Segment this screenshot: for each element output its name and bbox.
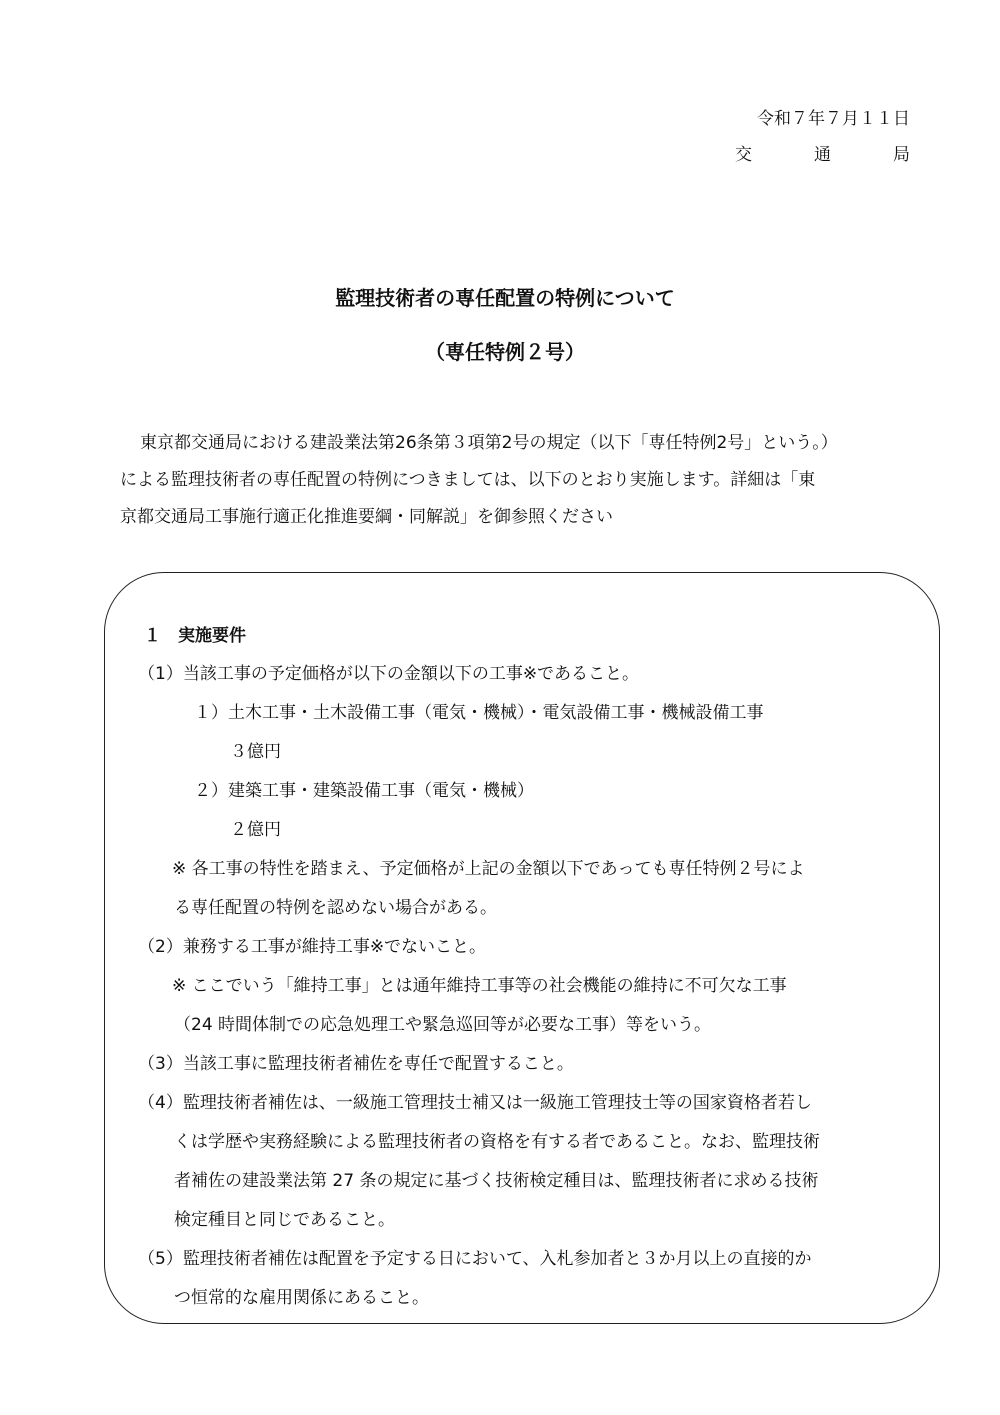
requirement-item-4-cont: 検定種目と同じであること。 (174, 1210, 395, 1230)
requirement-sub-1-amount: ３億円 (230, 742, 281, 762)
requirement-note-2-cont: （24 時間体制での応急処理工や緊急巡回等が必要な工事）等をいう。 (174, 1015, 712, 1035)
section-heading: １ 実施要件 (144, 626, 246, 646)
requirement-sub-2-amount: ２億円 (230, 820, 281, 840)
requirements-content (104, 619, 940, 1318)
requirement-item-1: （1）当該工事の予定価格が以下の金額以下の工事※であること。 (138, 664, 640, 684)
requirement-note-1-cont: る専任配置の特例を認めない場合がある。 (174, 898, 497, 918)
intro-line: 東京都交通局における建設業法第26条第３項第2号の規定（以下「専任特例2号」という。） (140, 433, 838, 453)
issuer-char: 通 (814, 145, 831, 165)
requirement-item-5-cont: つ恒常的な雇用関係にあること。 (174, 1288, 429, 1308)
issuer-char: 交 (735, 145, 752, 165)
requirement-note-2: ※ ここでいう「維持工事」とは通年維持工事等の社会機能の維持に不可欠な工事 (172, 976, 787, 996)
intro-line: による監理技術者の専任配置の特例につきましては、以下のとおり実施します。詳細は「東 (120, 470, 816, 490)
requirement-item-4-cont: 者補佐の建設業法第 27 条の規定に基づく技術検定種目は、監理技術者に求める技術 (174, 1171, 819, 1191)
requirement-note-1: ※ 各工事の特性を踏まえ、予定価格が上記の金額以下であっても専任特例２号によ (172, 859, 805, 879)
requirement-item-3: （3）当該工事に監理技術者補佐を専任で配置すること。 (138, 1054, 574, 1074)
document-subtitle: （専任特例２号） (425, 340, 585, 364)
issuer (735, 140, 910, 170)
requirement-sub-1: １）土木工事・土木設備工事（電気・機械）・電気設備工事・機械設備工事 (194, 703, 764, 723)
issuer-char: 局 (893, 145, 910, 165)
document-title: 監理技術者の専任配置の特例について (335, 286, 675, 310)
intro-line: 京都交通局工事施行適正化推進要綱・同解説」を御参照ください (120, 507, 613, 527)
intro-paragraph (120, 425, 915, 536)
requirement-item-4-cont: くは学歴や実務経験による監理技術者の資格を有する者であること。なお、監理技術 (174, 1132, 820, 1152)
issue-date: 令和７年７月１１日 (757, 109, 910, 129)
requirement-item-2: （2）兼務する工事が維持工事※でないこと。 (138, 937, 487, 957)
requirement-item-4: （4）監理技術者補佐は、一級施工管理技士補又は一級施工管理技士等の国家資格者若し (138, 1093, 812, 1113)
requirement-sub-2: ２）建築工事・建築設備工事（電気・機械） (194, 781, 534, 801)
requirement-item-5: （5）監理技術者補佐は配置を予定する日において、入札参加者と３か月以上の直接的か (138, 1249, 812, 1269)
document-header (735, 104, 910, 170)
